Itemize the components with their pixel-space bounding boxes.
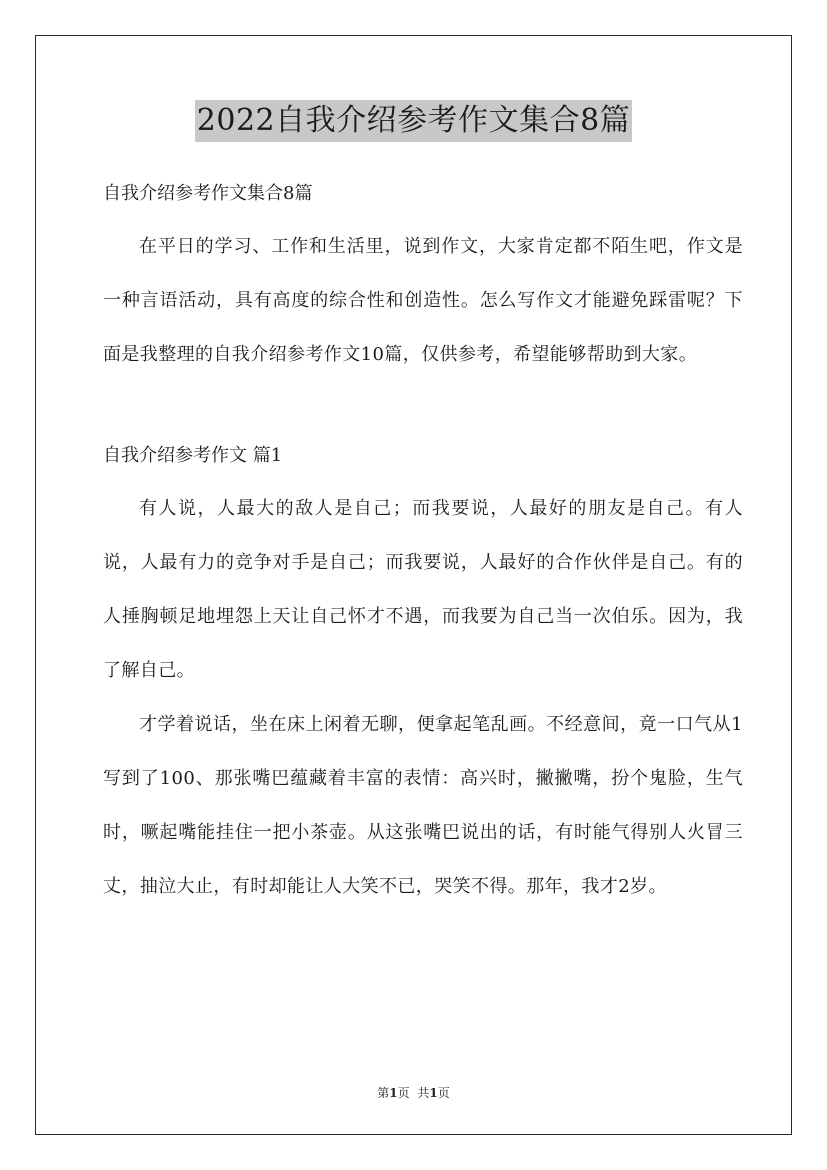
document-subtitle: 自我介绍参考作文集合8篇: [103, 183, 313, 204]
footer-total-number: 1: [429, 1086, 438, 1100]
document-title-text: 2022自我介绍参考作文集合8篇: [195, 100, 632, 142]
footer-page-number: 1: [389, 1086, 398, 1100]
footer-total-suffix: 页: [437, 1086, 450, 1100]
footer-total-prefix: 共: [417, 1086, 430, 1100]
section-paragraph-2: 才学着说话，坐在床上闲着无聊，便拿起笔乱画。不经意间，竟一口气从1写到了100、那张嘴巴蕴藏着丰富的表情：高兴时，撇撇嘴，扮个鬼脸，生气时，噘起嘴能挂住一把小茶壶。从这张嘴巴说出的话，有时能气得别人火冒三丈，抽泣大止，有时却能让人大笑不已，哭笑不得。那年，我才2岁。: [103, 714, 743, 897]
section-paragraph-1: 有人说，人最大的敌人是自己；而我要说，人最好的朋友是自己。有人说，人最有力的竞争对手是自己；而我要说，人最好的合作伙伴是自己。有的人捶胸顿足地埋怨上天让自己怀才不遇，而我要为自己当一次伯乐。因为，我了解自己。: [103, 498, 743, 681]
section-gap: [103, 382, 743, 430]
footer-page-suffix: 页: [397, 1086, 410, 1100]
section-heading: 自我介绍参考作文 篇1: [103, 445, 283, 466]
footer-page-prefix: 第: [377, 1086, 390, 1100]
intro-paragraph: 在平日的学习、工作和生活里，说到作文，大家肯定都不陌生吧，作文是一种言语活动，具有高度的综合性和创造性。怎么写作文才能避免踩雷呢？下面是我整理的自我介绍参考作文10篇，仅供参考，希望能够帮助到大家。: [103, 236, 743, 365]
page-footer: [0, 1084, 827, 1101]
document-body: [103, 168, 743, 914]
document-title: [0, 100, 827, 142]
